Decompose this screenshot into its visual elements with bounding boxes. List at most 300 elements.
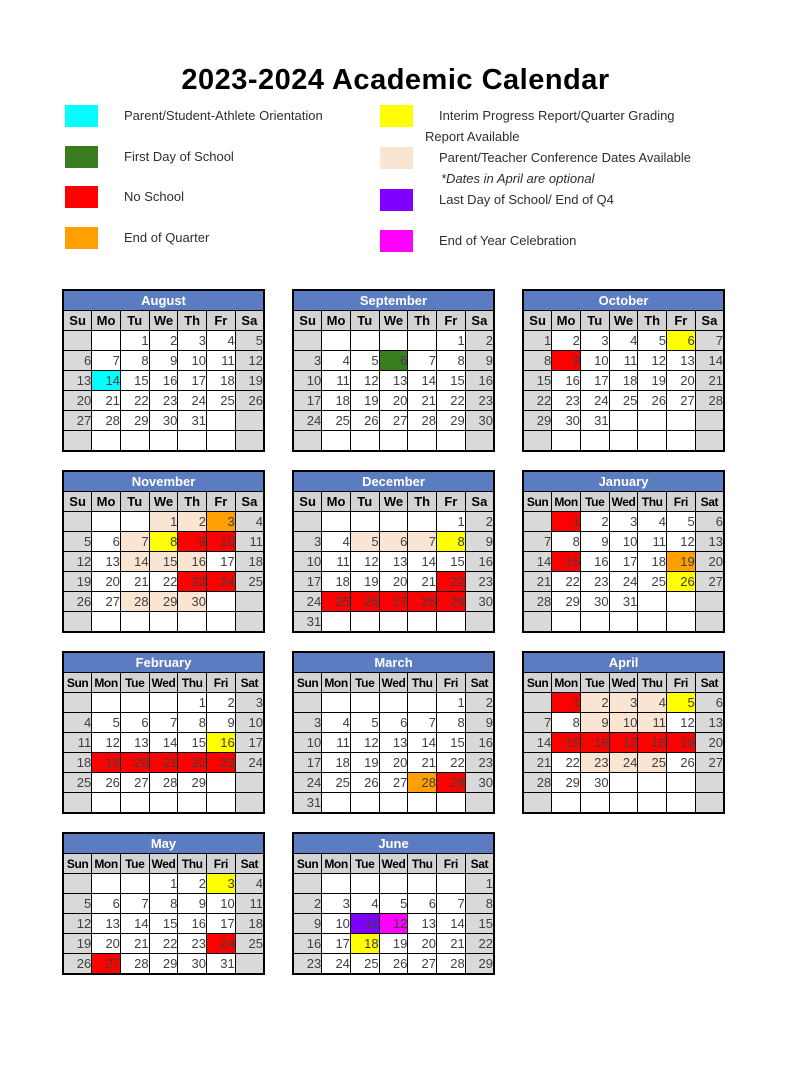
date-cell: 4	[638, 693, 667, 713]
date-cell	[92, 431, 121, 452]
date-cell: 22	[178, 753, 207, 773]
date-cell	[667, 411, 696, 431]
date-cell: 11	[638, 532, 667, 552]
day-header-row	[63, 311, 264, 331]
date-cell: 7	[695, 331, 724, 351]
date-cell: 22	[437, 391, 466, 411]
month-title-row	[293, 652, 494, 673]
date-cell: 30	[580, 592, 609, 612]
date-cell	[149, 693, 178, 713]
week-row	[293, 713, 494, 733]
date-cell: 26	[235, 391, 264, 411]
date-cell: 24	[293, 592, 322, 612]
date-cell: 4	[638, 512, 667, 532]
date-cell	[92, 693, 121, 713]
week-row	[293, 773, 494, 793]
week-row	[63, 371, 264, 391]
date-cell	[120, 693, 149, 713]
date-cell: 7	[408, 532, 437, 552]
date-cell: 25	[235, 572, 264, 592]
week-row	[523, 773, 724, 793]
date-cell	[609, 431, 638, 452]
date-cell: 1	[465, 874, 494, 894]
day-header-cell: Fri	[667, 492, 696, 512]
date-cell: 24	[609, 572, 638, 592]
date-cell: 27	[695, 753, 724, 773]
date-cell	[379, 612, 408, 633]
date-cell	[63, 612, 92, 633]
date-cell: 5	[350, 713, 379, 733]
day-header-cell: Tue	[580, 673, 609, 693]
date-cell: 31	[580, 411, 609, 431]
date-cell: 27	[120, 773, 149, 793]
date-cell: 4	[235, 874, 264, 894]
month-title-row	[523, 471, 724, 492]
day-header-cell: Tue	[580, 492, 609, 512]
date-cell: 27	[379, 592, 408, 612]
date-cell	[293, 874, 322, 894]
date-cell: 23	[580, 753, 609, 773]
date-cell: 2	[465, 331, 494, 351]
date-cell: 26	[379, 954, 408, 975]
date-cell: 2	[207, 693, 236, 713]
date-cell: 6	[92, 894, 121, 914]
date-cell: 25	[322, 773, 351, 793]
date-cell: 22	[437, 753, 466, 773]
date-cell	[235, 411, 264, 431]
date-cell: 7	[92, 351, 121, 371]
day-header-cell: Wed	[379, 673, 408, 693]
orientation-swatch	[65, 105, 98, 127]
date-cell: 1	[437, 512, 466, 532]
date-cell: 25	[322, 411, 351, 431]
day-header-cell: Sun	[293, 673, 322, 693]
day-header-cell: Th	[178, 492, 207, 512]
legend-text	[425, 189, 614, 211]
date-cell: 19	[235, 371, 264, 391]
date-cell: 22	[149, 572, 178, 592]
date-cell: 19	[638, 371, 667, 391]
date-cell: 12	[350, 552, 379, 572]
week-row	[293, 954, 494, 975]
date-cell: 11	[638, 713, 667, 733]
day-header-cell: Wed	[149, 854, 178, 874]
legend-column-left	[65, 105, 380, 270]
month-title: October	[523, 290, 724, 311]
date-cell: 8	[437, 713, 466, 733]
month-title-row	[293, 290, 494, 311]
date-cell: 14	[92, 371, 121, 391]
date-cell: 21	[149, 753, 178, 773]
legend-item-last_day	[380, 189, 740, 230]
week-row	[523, 753, 724, 773]
date-cell: 15	[149, 552, 178, 572]
date-cell	[322, 431, 351, 452]
day-header-cell: Wed	[609, 492, 638, 512]
date-cell	[552, 612, 581, 633]
date-cell: 15	[552, 733, 581, 753]
date-cell: 17	[207, 552, 236, 572]
date-cell: 28	[92, 411, 121, 431]
week-row	[63, 934, 264, 954]
date-cell	[379, 331, 408, 351]
date-cell	[120, 874, 149, 894]
day-header-cell: Sun	[523, 492, 552, 512]
day-header-cell: Sa	[695, 311, 724, 331]
date-cell: 13	[408, 914, 437, 934]
date-cell	[293, 331, 322, 351]
date-cell: 20	[695, 552, 724, 572]
date-cell: 26	[667, 572, 696, 592]
date-cell: 21	[408, 572, 437, 592]
date-cell: 7	[149, 713, 178, 733]
date-cell: 27	[408, 954, 437, 975]
date-cell: 26	[350, 773, 379, 793]
date-cell: 20	[63, 391, 92, 411]
week-row	[63, 954, 264, 975]
date-cell: 2	[465, 512, 494, 532]
date-cell: 24	[178, 391, 207, 411]
date-cell: 29	[437, 411, 466, 431]
week-row	[523, 713, 724, 733]
date-cell	[149, 612, 178, 633]
month-title: November	[63, 471, 264, 492]
date-cell: 14	[523, 733, 552, 753]
date-cell: 16	[580, 552, 609, 572]
date-cell: 12	[63, 914, 92, 934]
date-cell	[379, 512, 408, 532]
date-cell: 10	[235, 713, 264, 733]
month-title: May	[63, 833, 264, 854]
date-cell: 14	[523, 552, 552, 572]
week-row	[293, 874, 494, 894]
week-row	[293, 431, 494, 452]
date-cell: 1	[149, 512, 178, 532]
day-header-cell: Mo	[552, 311, 581, 331]
date-cell: 19	[63, 934, 92, 954]
date-cell	[63, 512, 92, 532]
date-cell: 18	[350, 934, 379, 954]
date-cell: 13	[379, 733, 408, 753]
day-header-cell: We	[149, 492, 178, 512]
date-cell: 28	[120, 954, 149, 975]
date-cell: 9	[465, 713, 494, 733]
date-cell: 1	[120, 331, 149, 351]
date-cell: 11	[235, 894, 264, 914]
day-header-cell: Thu	[638, 492, 667, 512]
day-header-cell: Thu	[178, 673, 207, 693]
date-cell: 27	[92, 592, 121, 612]
date-cell: 14	[408, 733, 437, 753]
date-cell: 11	[207, 351, 236, 371]
date-cell: 7	[408, 713, 437, 733]
month-title-row	[293, 471, 494, 492]
date-cell: 27	[667, 391, 696, 411]
calendar-grid	[62, 289, 791, 975]
week-row	[523, 612, 724, 633]
first_day-swatch	[65, 146, 98, 168]
month-title-row	[523, 290, 724, 311]
date-cell: 22	[552, 753, 581, 773]
date-cell	[580, 612, 609, 633]
date-cell: 13	[92, 552, 121, 572]
week-row	[293, 351, 494, 371]
date-cell: 23	[552, 391, 581, 411]
month-title: December	[293, 471, 494, 492]
date-cell	[235, 431, 264, 452]
date-cell: 3	[178, 331, 207, 351]
date-cell	[63, 874, 92, 894]
date-cell: 28	[695, 391, 724, 411]
date-cell: 7	[408, 351, 437, 371]
date-cell: 14	[408, 371, 437, 391]
week-row	[293, 532, 494, 552]
day-header-cell: Sun	[63, 854, 92, 874]
date-cell: 25	[322, 592, 351, 612]
date-cell: 9	[178, 532, 207, 552]
date-cell: 6	[695, 512, 724, 532]
week-row	[293, 914, 494, 934]
date-cell	[63, 693, 92, 713]
date-cell: 12	[350, 733, 379, 753]
date-cell: 10	[178, 351, 207, 371]
date-cell	[92, 612, 121, 633]
page-title: 2023-2024 Academic Calendar	[181, 64, 610, 96]
legend-item-no_school	[65, 186, 380, 227]
day-header-cell: We	[379, 492, 408, 512]
week-row	[523, 351, 724, 371]
date-cell: 22	[552, 572, 581, 592]
week-row	[523, 572, 724, 592]
date-cell	[408, 874, 437, 894]
day-header-cell: Mon	[322, 854, 351, 874]
day-header-cell: Sun	[293, 854, 322, 874]
month-january	[522, 470, 725, 633]
conference-swatch	[380, 147, 413, 169]
week-row	[523, 512, 724, 532]
date-cell: 29	[178, 773, 207, 793]
date-cell: 9	[465, 532, 494, 552]
end_quarter-swatch	[65, 227, 98, 249]
day-header-cell: Thu	[408, 854, 437, 874]
day-header-cell: Sat	[695, 492, 724, 512]
month-april	[522, 651, 725, 814]
date-cell: 1	[552, 693, 581, 713]
date-cell: 22	[523, 391, 552, 411]
date-cell: 29	[149, 592, 178, 612]
month-september	[292, 289, 495, 452]
date-cell: 12	[638, 351, 667, 371]
date-cell: 8	[437, 351, 466, 371]
date-cell: 3	[293, 351, 322, 371]
date-cell	[523, 693, 552, 713]
week-row	[63, 753, 264, 773]
date-cell: 29	[120, 411, 149, 431]
date-cell: 18	[322, 391, 351, 411]
date-cell: 3	[207, 512, 236, 532]
date-cell	[63, 793, 92, 814]
date-cell: 10	[293, 371, 322, 391]
date-cell: 3	[609, 693, 638, 713]
date-cell: 20	[92, 572, 121, 592]
date-cell: 20	[379, 753, 408, 773]
legend-label: End of Year Celebration	[439, 232, 577, 248]
date-cell: 11	[609, 351, 638, 371]
date-cell: 29	[465, 954, 494, 975]
date-cell	[178, 431, 207, 452]
date-cell	[580, 431, 609, 452]
date-cell: 14	[408, 552, 437, 572]
date-cell: 31	[609, 592, 638, 612]
date-cell: 19	[667, 552, 696, 572]
day-header-cell: Th	[408, 492, 437, 512]
day-header-cell: We	[149, 311, 178, 331]
date-cell: 12	[235, 351, 264, 371]
date-cell: 15	[437, 733, 466, 753]
date-cell	[322, 331, 351, 351]
day-header-cell: Thu	[638, 673, 667, 693]
day-header-cell: Sat	[465, 673, 494, 693]
date-cell	[178, 793, 207, 814]
day-header-cell: Sun	[63, 673, 92, 693]
date-cell: 8	[437, 532, 466, 552]
date-cell: 17	[293, 753, 322, 773]
day-header-cell: Sa	[465, 492, 494, 512]
date-cell: 9	[580, 532, 609, 552]
date-cell	[92, 874, 121, 894]
date-cell: 23	[178, 572, 207, 592]
legend-note: *Dates in April are optional	[441, 171, 595, 186]
week-row	[293, 793, 494, 814]
date-cell: 2	[580, 693, 609, 713]
date-cell	[350, 693, 379, 713]
day-header-cell: Fr	[207, 492, 236, 512]
date-cell: 23	[293, 954, 322, 975]
date-cell	[293, 693, 322, 713]
day-header-cell: Th	[408, 311, 437, 331]
date-cell	[235, 773, 264, 793]
date-cell	[235, 954, 264, 975]
date-cell: 29	[437, 773, 466, 793]
week-row	[63, 512, 264, 532]
date-cell	[293, 512, 322, 532]
month-title: April	[523, 652, 724, 673]
date-cell	[437, 793, 466, 814]
date-cell: 31	[293, 793, 322, 814]
date-cell: 17	[580, 371, 609, 391]
week-row	[293, 512, 494, 532]
date-cell: 26	[63, 592, 92, 612]
date-cell: 11	[322, 371, 351, 391]
date-cell	[609, 411, 638, 431]
date-cell: 12	[667, 713, 696, 733]
date-cell	[695, 793, 724, 814]
date-cell	[437, 431, 466, 452]
date-cell: 11	[350, 914, 379, 934]
week-row	[293, 572, 494, 592]
date-cell	[408, 693, 437, 713]
date-cell: 9	[207, 713, 236, 733]
date-cell	[350, 874, 379, 894]
day-header-row	[63, 854, 264, 874]
legend-text	[425, 147, 691, 189]
date-cell: 26	[350, 411, 379, 431]
date-cell: 28	[523, 773, 552, 793]
date-cell: 26	[350, 592, 379, 612]
date-cell: 3	[293, 532, 322, 552]
week-row	[63, 351, 264, 371]
day-header-row	[293, 492, 494, 512]
date-cell: 19	[350, 572, 379, 592]
day-header-cell: Sa	[235, 492, 264, 512]
day-header-cell: Sat	[465, 854, 494, 874]
month-june	[292, 832, 495, 975]
day-header-cell: Fri	[667, 673, 696, 693]
date-cell	[207, 612, 236, 633]
date-cell: 21	[120, 572, 149, 592]
date-cell: 23	[465, 391, 494, 411]
day-header-cell: Sat	[235, 854, 264, 874]
date-cell	[293, 431, 322, 452]
day-header-cell: Tue	[350, 854, 379, 874]
week-row	[63, 552, 264, 572]
legend-item-celebration	[380, 230, 740, 271]
date-cell: 19	[63, 572, 92, 592]
date-cell	[350, 431, 379, 452]
date-cell: 7	[523, 713, 552, 733]
date-cell: 27	[63, 411, 92, 431]
date-cell: 9	[178, 894, 207, 914]
date-cell	[695, 592, 724, 612]
legend-label: Last Day of School/ End of Q4	[439, 192, 614, 207]
date-cell: 1	[523, 331, 552, 351]
date-cell: 29	[552, 592, 581, 612]
date-cell	[235, 592, 264, 612]
date-cell: 18	[322, 572, 351, 592]
date-cell	[322, 512, 351, 532]
date-cell	[379, 693, 408, 713]
date-cell	[350, 793, 379, 814]
date-cell: 9	[293, 914, 322, 934]
date-cell	[322, 874, 351, 894]
date-cell: 19	[350, 753, 379, 773]
date-cell: 4	[207, 331, 236, 351]
date-cell: 3	[293, 713, 322, 733]
date-cell: 15	[552, 552, 581, 572]
day-header-cell: Tue	[120, 854, 149, 874]
date-cell	[408, 512, 437, 532]
date-cell: 10	[207, 532, 236, 552]
date-cell	[667, 592, 696, 612]
date-cell	[207, 793, 236, 814]
date-cell: 8	[120, 351, 149, 371]
legend-item-first_day	[65, 146, 380, 187]
date-cell	[120, 793, 149, 814]
date-cell: 27	[379, 773, 408, 793]
date-cell: 7	[437, 894, 466, 914]
date-cell	[437, 874, 466, 894]
month-october	[522, 289, 725, 452]
date-cell	[465, 431, 494, 452]
date-cell: 15	[437, 552, 466, 572]
date-cell: 14	[437, 914, 466, 934]
day-header-cell: Fr	[667, 311, 696, 331]
date-cell: 15	[178, 733, 207, 753]
date-cell	[609, 793, 638, 814]
date-cell: 2	[178, 874, 207, 894]
date-cell: 10	[322, 914, 351, 934]
date-cell	[638, 612, 667, 633]
